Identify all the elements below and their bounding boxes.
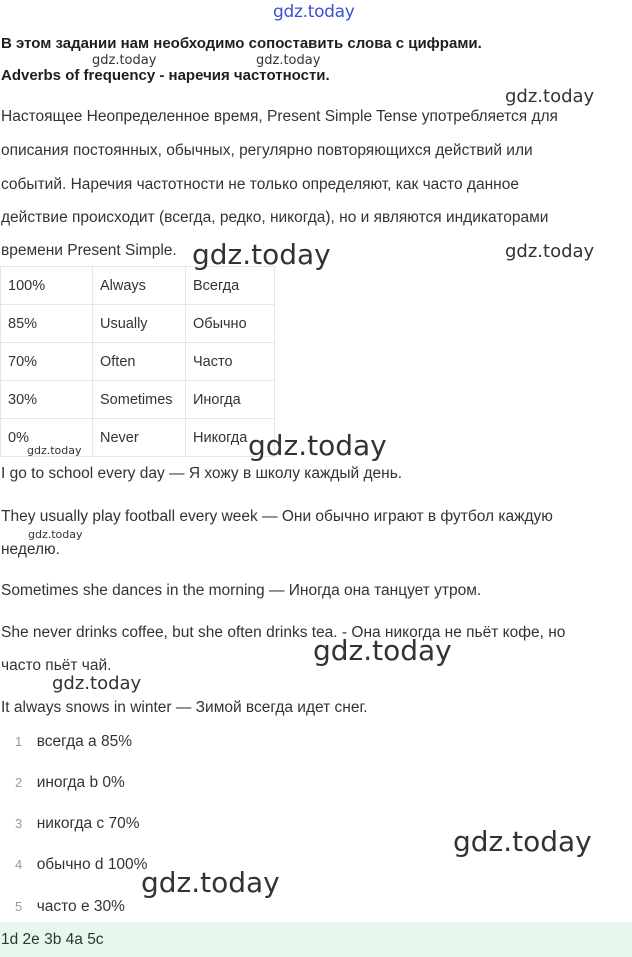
option-number: 2 xyxy=(15,775,23,790)
option-item xyxy=(15,774,125,792)
watermark: gdz.today xyxy=(192,238,331,271)
table-cell-percent: 70% xyxy=(1,343,93,381)
example-sentence: It always snows in winter — Зимой всегда идет снег. xyxy=(1,699,368,716)
option-item xyxy=(15,815,140,833)
table-row xyxy=(1,267,275,305)
example-sentence: неделю. xyxy=(1,541,60,558)
table-row xyxy=(1,343,275,381)
intro-line: действие происходит (всегда, редко, никогда), но и являются индикаторами xyxy=(1,209,549,226)
watermark: gdz.today xyxy=(313,634,452,667)
table-row xyxy=(1,305,275,343)
example-sentence: I go to school every day — Я хожу в школу каждый день. xyxy=(1,465,403,482)
example-sentence: Sometimes she dances in the morning — Иногда она танцует утром. xyxy=(1,582,482,599)
table-cell-adverb: Usually xyxy=(93,305,186,343)
site-logo[interactable]: gdz.today xyxy=(273,2,355,22)
watermark: gdz.today xyxy=(28,528,83,541)
option-number: 4 xyxy=(15,857,23,872)
option-text: обычно d 100% xyxy=(36,856,148,873)
table-cell-adverb: Often xyxy=(93,343,186,381)
option-text: никогда c 70% xyxy=(36,815,140,832)
watermark: gdz.today xyxy=(505,241,595,262)
watermark: gdz.today xyxy=(141,866,280,899)
watermark: gdz.today xyxy=(248,429,387,462)
frequency-table xyxy=(0,266,275,457)
example-sentence: She never drinks coffee, but she often drinks tea. - Она никогда не пьёт кофе, но xyxy=(1,624,566,641)
option-text: часто e 30% xyxy=(36,898,125,915)
task-heading: В этом задании нам необходимо сопоставить слова с цифрами. xyxy=(1,35,482,52)
table-cell-percent: 85% xyxy=(1,305,93,343)
watermark: gdz.today xyxy=(27,444,82,457)
table-cell-translation: Никогда xyxy=(186,419,275,457)
watermark: gdz.today xyxy=(256,53,321,68)
option-item xyxy=(15,856,147,874)
table-cell-adverb: Never xyxy=(93,419,186,457)
table-cell-percent: 0% xyxy=(1,419,93,457)
table-cell-translation: Всегда xyxy=(186,267,275,305)
table-cell-translation: Обычно xyxy=(186,305,275,343)
table-cell-adverb: Sometimes xyxy=(93,381,186,419)
watermark: gdz.today xyxy=(52,673,142,694)
option-text: иногда b 0% xyxy=(36,774,125,791)
intro-line: описания постоянных, обычных, регулярно повторяющихся действий или xyxy=(1,142,533,159)
intro-line: времени Present Simple. xyxy=(1,242,177,259)
example-sentence: They usually play football every week — Они обычно играют в футбол каждую xyxy=(1,508,553,525)
table-row xyxy=(1,381,275,419)
watermark: gdz.today xyxy=(92,53,157,68)
table-cell-percent: 100% xyxy=(1,267,93,305)
table-cell-translation: Иногда xyxy=(186,381,275,419)
option-number: 1 xyxy=(15,734,23,749)
option-number: 5 xyxy=(15,899,23,914)
topic-heading: Adverbs of frequency - наречия частотности. xyxy=(1,67,330,84)
intro-line: событий. Наречия частотности не только определяют, как часто данное xyxy=(1,176,519,193)
option-number: 3 xyxy=(15,816,23,831)
answer-text: 1d 2e 3b 4a 5c xyxy=(1,931,104,948)
intro-line: Настоящее Неопределенное время, Present Simple Tense употребляется для xyxy=(1,108,558,125)
table-cell-percent: 30% xyxy=(1,381,93,419)
option-text: всегда a 85% xyxy=(36,733,132,750)
option-item xyxy=(15,733,132,751)
table-cell-translation: Часто xyxy=(186,343,275,381)
option-item xyxy=(15,898,125,916)
table-cell-adverb: Always xyxy=(93,267,186,305)
watermark: gdz.today xyxy=(453,825,592,858)
example-sentence: часто пьёт чай. xyxy=(1,657,112,674)
watermark: gdz.today xyxy=(505,86,595,107)
